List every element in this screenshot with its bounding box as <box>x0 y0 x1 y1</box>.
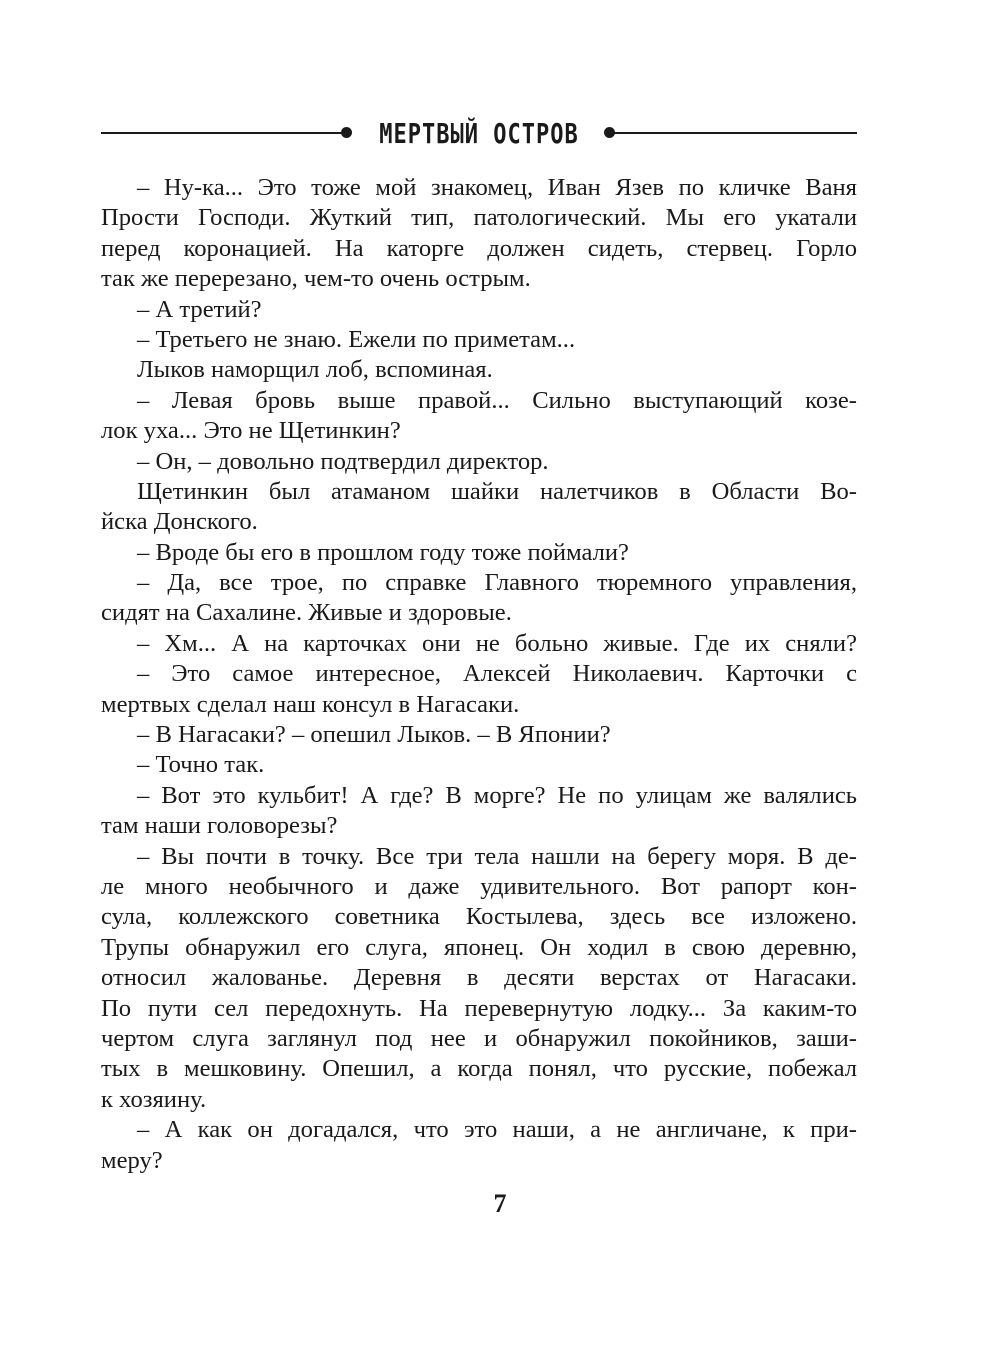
text-line: перед коронацией. На каторге должен сидеть, стервец. Горло <box>101 234 857 262</box>
text-line: так же перерезано, чем-то очень острым. <box>101 265 531 293</box>
body-text <box>101 173 857 1176</box>
text-line: – Это самое интересное, Алексей Николаевич. Карточки с <box>137 660 857 688</box>
text-line: – А как он догадался, что это наши, а не англичане, к при- <box>137 1116 857 1144</box>
text-line: лок уха... Это не Щетинкин? <box>101 417 401 445</box>
text-line: тых в мешковину. Опешил, а когда понял, что русские, побежал <box>101 1055 857 1083</box>
header-rule-left <box>101 132 343 134</box>
text-line: Лыков наморщил лоб, вспоминая. <box>137 356 493 384</box>
text-line: – Он, – довольно подтвердил директор. <box>137 447 549 475</box>
header-rule-right <box>605 132 857 134</box>
text-line: – Третьего не знаю. Ежели по приметам... <box>137 325 576 353</box>
text-line: к хозяину. <box>101 1085 207 1113</box>
text-line: Трупы обнаружил его слуга, японец. Он ходил в свою деревню, <box>101 933 857 961</box>
text-line: меру? <box>101 1146 163 1174</box>
text-line: – Точно так. <box>137 751 265 779</box>
text-line: чертом слуга заглянул под нее и обнаружил покойников, заши- <box>101 1024 857 1052</box>
text-line: – Да, все трое, по справке Главного тюремного управления, <box>137 569 857 597</box>
text-line: ле много необычного и даже удивительного. Вот рапорт кон- <box>101 872 857 900</box>
text-line: относил жалованье. Деревня в десяти верстах от Нагасаки. <box>101 964 857 992</box>
text-line: Прости Господи. Жуткий тип, патологический. Мы его укатали <box>101 204 857 232</box>
text-line: – Вы почти в точку. Все три тела нашли на берегу моря. В де- <box>137 842 857 870</box>
header-title: МЕРТВЫЙ ОСТРОВ <box>379 119 579 151</box>
text-line: мертвых сделал наш консул в Нагасаки. <box>101 690 520 718</box>
text-line: – Ну-ка... Это тоже мой знакомец, Иван Язев по кличке Ваня <box>137 174 857 201</box>
text-line: – А третий? <box>137 295 262 323</box>
page-number: 7 <box>493 1189 507 1218</box>
text-line: По пути сел передохнуть. На перевернутую лодку... За каким-то <box>101 994 857 1022</box>
text-line: – Вроде бы его в прошлом году тоже поймали? <box>137 538 629 566</box>
header-bullet-left <box>341 127 352 138</box>
text-line: йска Донского. <box>101 508 258 536</box>
text-line: – Левая бровь выше правой... Сильно выступающий козе- <box>137 386 857 414</box>
text-line: – В Нагасаки? – опешил Лыков. – В Японии? <box>137 721 611 749</box>
text-line: – Вот это кульбит! А где? В морге? Не по улицам же валялись <box>137 781 857 809</box>
text-line: – Хм... А на карточках они не больно живые. Где их сняли? <box>137 629 857 657</box>
text-line: там наши головорезы? <box>101 812 338 840</box>
text-line: сидят на Сахалине. Живые и здоровые. <box>101 599 512 627</box>
running-header <box>101 115 857 151</box>
text-line: Щетинкин был атаманом шайки налетчиков в Области Во- <box>137 477 857 505</box>
text-line: сула, коллежского советника Костылева, здесь все изложено. <box>101 903 857 931</box>
